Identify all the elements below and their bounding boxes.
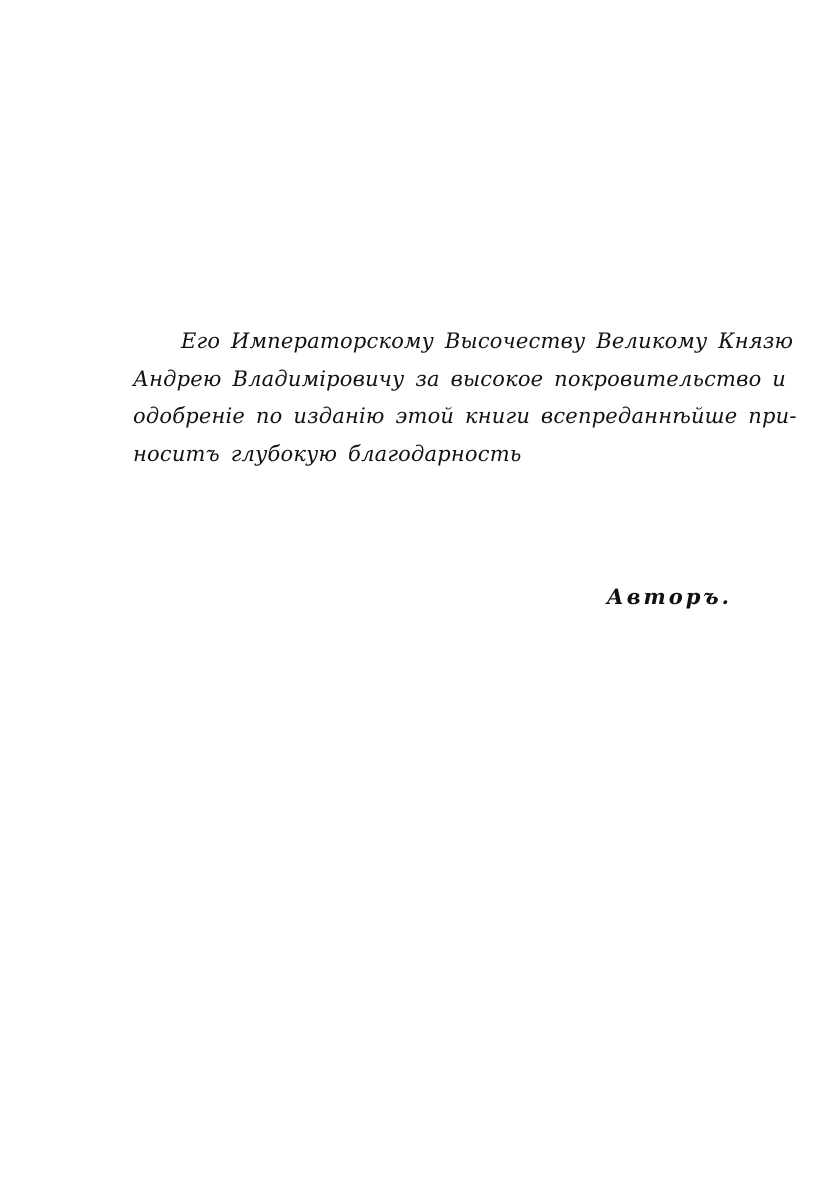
dedication-line-3: одобренiе по изданiю этой книги всепреданнѣйше при- [133,404,797,428]
dedication-line-1: Его Императорскому Высочеству Великому Князю [181,329,794,353]
dedication-line-4: носитъ глубокую благодарность [133,441,522,466]
dedication-paragraph [133,323,797,473]
dedication-line-2: Андрею Владимiровичу за высокое покровительство и [133,366,787,391]
author-signature: Авторъ. [606,584,732,609]
